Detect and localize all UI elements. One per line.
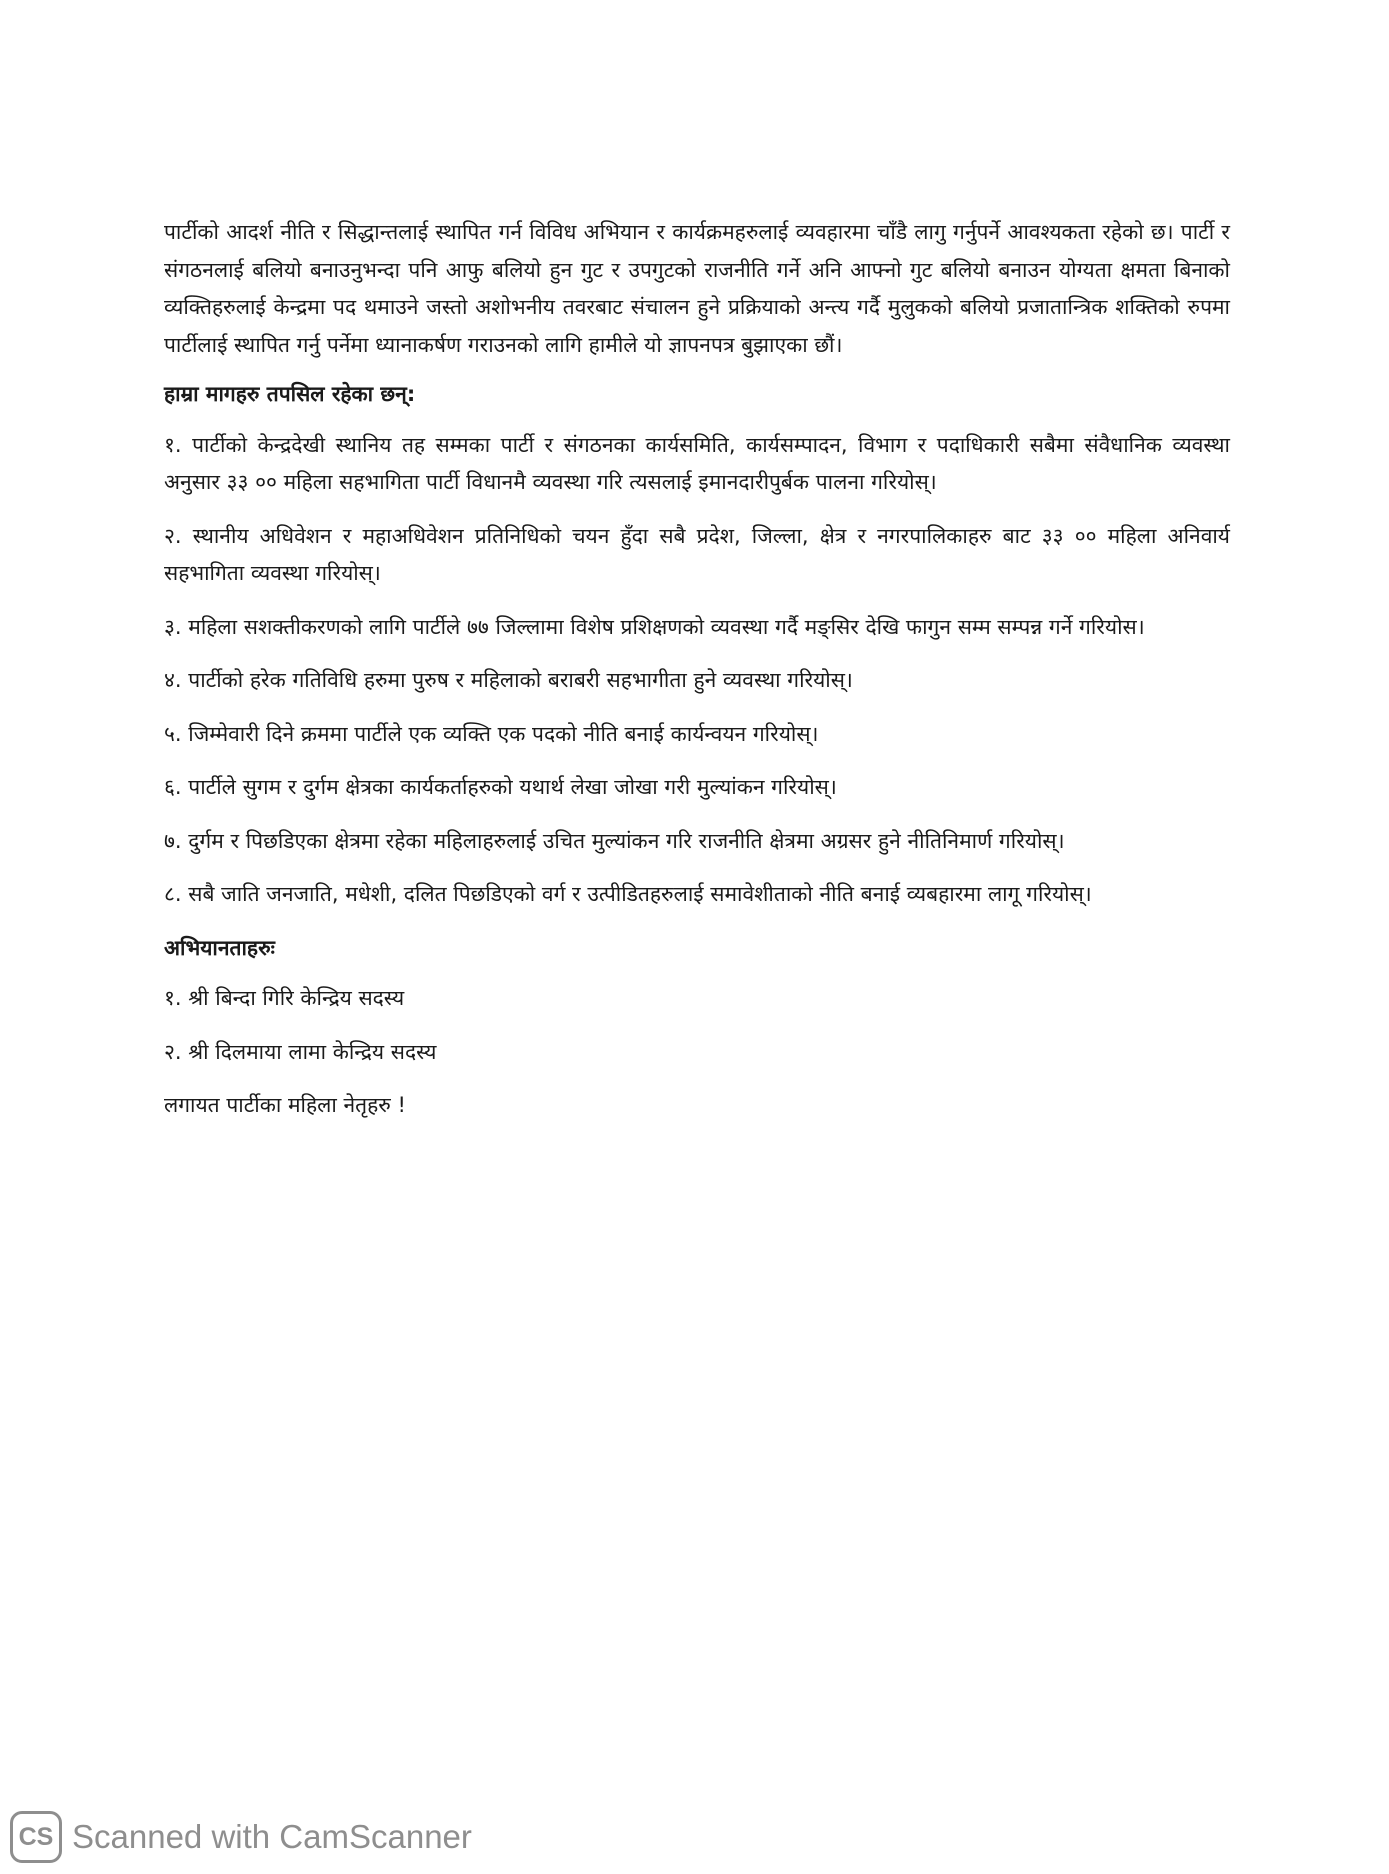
demand-item-5: ५. जिम्मेवारी दिने क्रममा पार्टीले एक व्यक्ति एक पदको नीति बनाई कार्यन्वयन गरियोस्। (164, 721, 819, 746)
campaigner-1: १. श्री बिन्दा गिरि केन्द्रिय सदस्य (164, 986, 405, 1010)
campaigners-heading: अभियानताहरुः (164, 935, 275, 960)
campaigner-2: २. श्री दिलमाया लामा केन्द्रिय सदस्य (164, 1039, 437, 1064)
demand-item-4: ४. पार्टीको हरेक गतिविधि हरुमा पुरुष र महिलाको बराबरी सहभागीता हुने व्यवस्था गरियोस्। (164, 668, 853, 692)
demand-item-7: ७. दुर्गम र पिछडिएका क्षेत्रमा रहेका महिलाहरुलाई उचित मुल्यांकन गरि राजनीति क्षेत्रमा अग्रसर हुने नीतिनिमार्ण गरियोस्। (164, 828, 1065, 853)
document-body (164, 214, 1230, 1125)
watermark-text: Scanned with CamScanner (72, 1818, 472, 1855)
demand-item-3: ३. महिला सशक्तीकरणको लागि पार्टीले ७७ जिल्लामा विशेष प्रशिक्षणको व्यवस्था गर्दै मङ्सिर देखि फागुन सम्म सम्पन्न गर्ने गरियोस। (164, 614, 1145, 639)
demands-heading: हाम्रा मागहरु तपसिल रहेका छन्: (164, 382, 416, 406)
demand-item-1: १. पार्टीको केन्द्रदेखी स्थानिय तह सम्मका पार्टी र संगठनका कार्यसमिति, कार्यसम्पादन, विभाग र पदाधिकारी सबैमा संवैधानिक व्यवस्था अनुसार ३३ ०० महिला सहभागिता पार्टी विधानमै व्यवस्था गरि त्यसलाई इमानदारीपुर्बक पालना गरियोस्। (164, 432, 1230, 494)
intro-paragraph: पार्टीको आदर्श नीति र सिद्धान्तलाई स्थापित गर्न विविध अभियान र कार्यक्रमहरुलाई व्यवहारमा चाँडै लागु गर्नुपर्ने आवश्यकता रहेको छ। पार्टी र संगठनलाई बलियो बनाउनुभन्दा पनि आफु बलियो हुन गुट र उपगुटको राजनीति गर्ने अनि आफ्नो गुट बलियो बनाउन योग्यता क्षमता बिनाको व्यक्तिहरुलाई केन्द्रमा पद थमाउने जस्तो अशोभनीय तवरबाट संचालन हुने प्रक्रियाको अन्त्य गर्दै मुलुकको बलियो प्रजातान्त्रिक शक्तिको रुपमा पार्टीलाई स्थापित गर्नु पर्नेमा ध्यानाकर्षण गराउनको लागि हामीले यो ज्ञापनपत्र बुझाएका छौं। (164, 220, 1230, 357)
closing-line: लगायत पार्टीका महिला नेतृहरु ! (164, 1093, 406, 1117)
camscanner-logo-icon: CS (10, 1811, 62, 1863)
demand-item-6: ६. पार्टीले सुगम र दुर्गम क्षेत्रका कार्यकर्ताहरुको यथार्थ लेखा जोखा गरी मुल्यांकन गरियोस्। (164, 775, 837, 799)
demand-item-2: २. स्थानीय अधिवेशन र महाअधिवेशन प्रतिनिधिको चयन हुँदा सबै प्रदेश, जिल्ला, क्षेत्र र नगरपालिकाहरु बाट ३३ ०० महिला अनिवार्य सहभागिता व्यवस्था गरियोस्। (164, 523, 1230, 585)
demand-item-8: ८. सबै जाति जनजाति, मधेशी, दलित पिछडिएको वर्ग र उत्पीडितहरुलाई समावेशीताको नीति बनाई व्यबहारमा लागू गरियोस्। (164, 882, 1092, 906)
camscanner-watermark (10, 1809, 472, 1865)
